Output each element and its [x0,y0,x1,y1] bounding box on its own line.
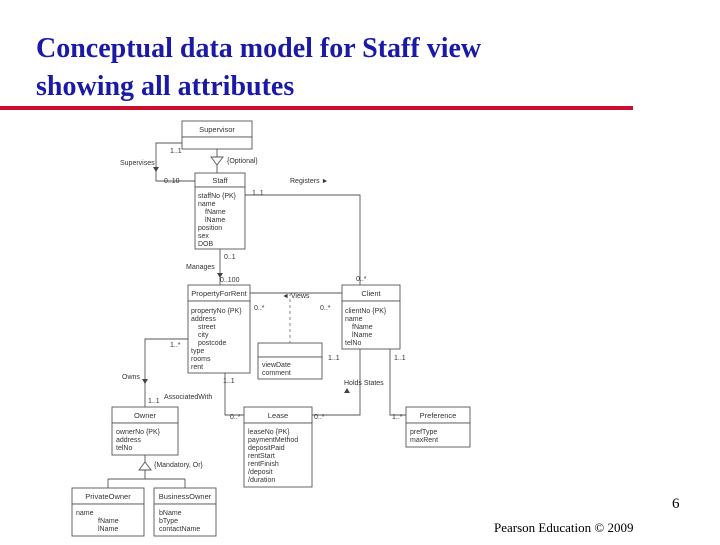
business-owner-attr: bName [159,510,182,517]
client-attr: fName [352,324,373,331]
mult-lease-client: 0..* [314,414,325,421]
property-attr: postcode [198,340,227,347]
supervises-arrow-icon [153,167,159,172]
entity-staff-name: Staff [212,176,228,185]
private-owner-attr: name [76,510,94,517]
business-owner-attr: bType [159,518,179,525]
property-attr: propertyNo {PK} [191,308,242,315]
slide-title [36,30,656,106]
entity-client-name: Client [361,289,381,298]
lease-attr: rentFinish [248,461,279,468]
entity-business-owner-name: BusinessOwner [158,492,212,501]
property-attr: street [198,324,216,331]
mult-staff-reg: 1..1 [252,190,264,197]
property-attr: city [198,332,209,339]
client-attr: name [345,316,363,323]
staff-attr: lName [205,217,226,224]
mult-client-lease: 1..1 [328,355,340,362]
mult-prop-views: 0..* [254,305,265,312]
staff-attr: sex [198,233,209,240]
mult-owner-owns: 1..* [170,342,181,349]
staff-attr: fName [205,209,226,216]
rel-views: ◄ Views [282,293,310,300]
entity-owner-name: Owner [133,411,157,420]
mult-prop-man: 0..100 [220,277,240,284]
viewing-attr: comment [262,370,291,377]
mult-owner-one: 1..1 [148,398,160,405]
title-line-2: showing all attributes [36,71,295,102]
entity-supervisor-body [182,137,252,149]
client-attr: lName [352,332,373,339]
holds-arrow-icon [344,388,350,393]
rel-holds: Holds States [344,380,384,387]
entity-private-owner-name: PrivateOwner [85,492,131,501]
lease-attr: depositPaid [248,445,285,452]
entity-supervisor-name: Supervisor [199,125,235,134]
lease-attr: leaseNo {PK} [248,429,290,436]
owns-arrow-icon [142,379,148,384]
preference-attr: maxRent [410,437,439,444]
title-line-1: Conceptual data model for Staff view [36,33,482,64]
staff-attr: staffNo {PK} [198,193,237,200]
owner-attr: ownerNo {PK} [116,429,160,436]
rel-optional: {Optional} [227,158,258,165]
mult-pref-many: 1..* [392,414,403,421]
lease-attr: /deposit [248,469,273,476]
private-owner-attr: fName [98,518,119,525]
mult-client-views: 0..* [320,305,331,312]
viewing-attr: viewDate [262,362,291,369]
business-owner-attr: contactName [159,526,201,533]
mult-sup-one: 1..1 [170,148,182,155]
owner-generalization-triangle-icon [139,462,151,470]
entity-viewing-header [258,343,322,357]
client-attr: clientNo {PK} [345,308,387,315]
private-owner-attr: lName [98,526,119,533]
staff-attr: position [198,225,223,232]
generalization-triangle-icon [211,157,223,165]
entity-lease-name: Lease [267,411,289,420]
rel-registers: Registers ► [290,178,329,185]
slide-number: 6 [672,496,680,512]
lease-attr: paymentMethod [248,437,299,444]
er-diagram [60,117,474,540]
registers-line [245,195,360,285]
property-attr: rooms [191,356,211,363]
rel-supervises: Supervises [120,160,155,167]
mult-lease-owner: 0..* [230,414,241,421]
owner-attr: telNo [116,445,133,452]
slide-footer: Pearson Education © 2009 [494,520,634,535]
property-attr: rent [191,364,204,371]
mult-client-reg: 0..* [356,276,367,283]
mult-client-pref: 1..1 [394,355,406,362]
title-divider [0,106,633,110]
owner-attr: address [116,437,141,444]
entity-property-name: PropertyForRent [191,289,247,298]
staff-attr: DOB [198,241,214,248]
mult-staff-sup: 0..10 [164,178,180,185]
mult-staff-man: 0..1 [224,254,236,261]
entity-preference-name: Preference [419,411,457,420]
property-attr: address [191,316,216,323]
lease-attr: rentStart [248,453,275,460]
preference-attr: prefType [410,429,438,436]
client-attr: telNo [345,340,362,347]
lease-attr: /duration [248,477,276,484]
mult-prop-assoc: 1..1 [223,378,235,385]
rel-mandatory-or: {Mandatory, Or} [154,462,203,469]
property-attr: type [191,348,205,355]
rel-owns: Owns [122,374,140,381]
staff-attr: name [198,201,216,208]
rel-associated-with: AssociatedWith [164,394,213,401]
rel-manages: Manages [186,264,215,271]
er-diagram-svg [60,117,474,540]
